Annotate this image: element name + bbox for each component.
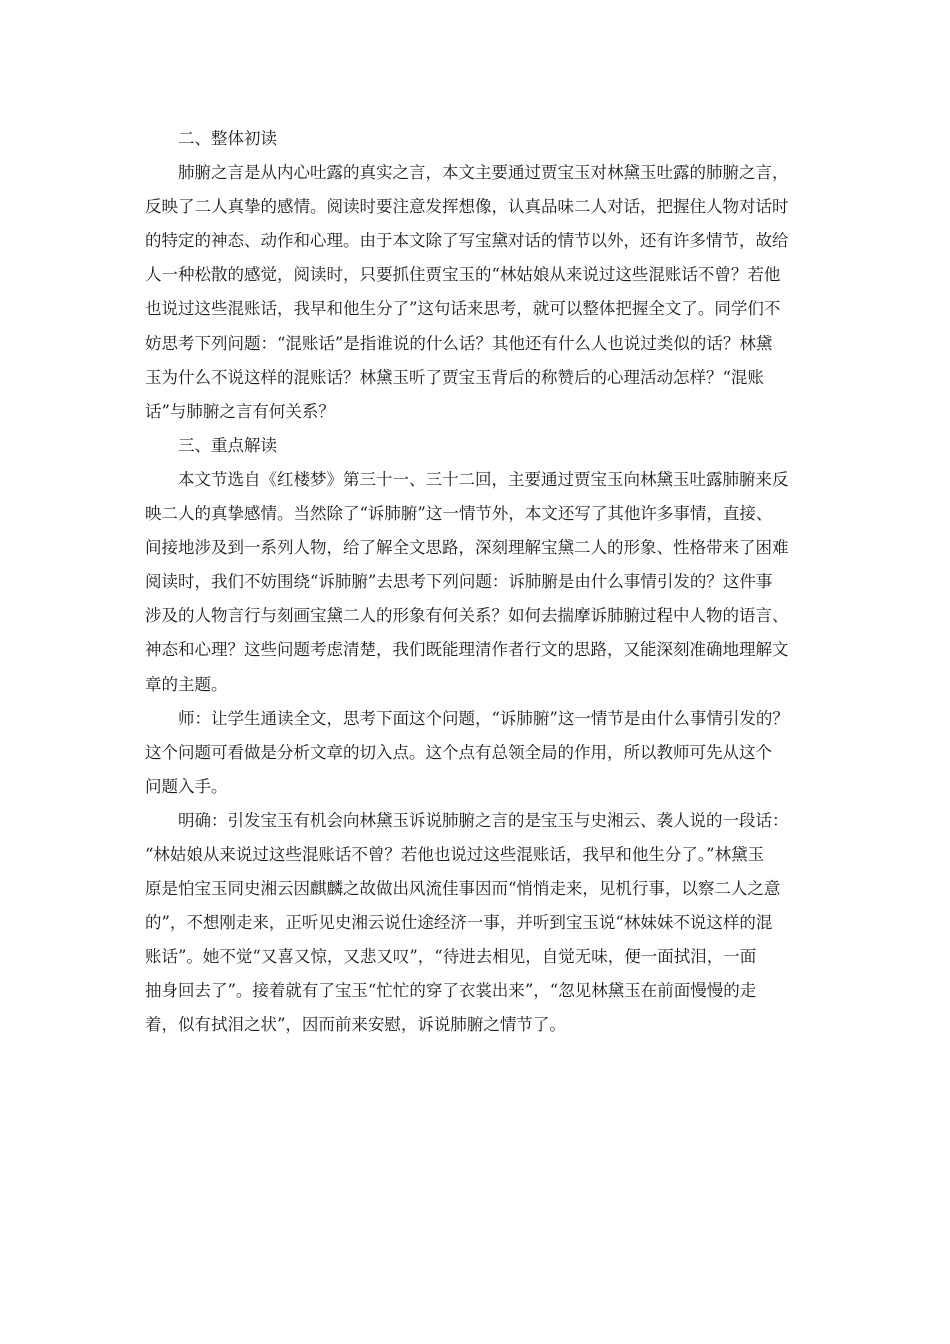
text-line: 着，似有拭泪之状”，因而前来安慰，诉说肺腑之情节了。	[145, 1015, 566, 1035]
text-line: 肺腑之言是从内心吐露的真实之言，本文主要通过贾宝玉对林黛玉吐露的肺腑之言，	[178, 163, 789, 183]
text-line: 本文节选自《红楼梦》第三十一、三十二回，主要通过贾宝玉向林黛玉吐露肺腑来反	[178, 469, 789, 489]
text-line: 间接地涉及到一系列人物，给了解全文思路，深刻理解宝黛二人的形象、性格带来了困难	[145, 538, 789, 558]
text-line: 妨思考下列问题：“混账话”是指谁说的什么话？其他还有什么人也说过类似的话？林黛	[145, 333, 773, 353]
document-body	[145, 122, 815, 1043]
text-line: 三、重点解读	[178, 435, 277, 455]
text-line: 抽身回去了”。接着就有了宝玉“忙忙的穿了衣裳出来”，“忽见林黛玉在前面慢慢的走	[145, 981, 757, 1001]
text-line: 涉及的人物言行与刻画宝黛二人的形象有何关系？如何去揣摩诉肺腑过程中人物的语言、	[145, 606, 789, 626]
text-line: 问题入手。	[145, 776, 228, 796]
text-line: 原是怕宝玉同史湘云因麒麟之故做出风流佳事因而“悄悄走来，见机行事，以察二人之意	[145, 879, 781, 899]
text-line: 话”与肺腑之言有何关系？	[145, 401, 335, 421]
text-line: 二、整体初读	[178, 129, 277, 148]
text-line: 阅读时，我们不妨围绕“诉肺腑”去思考下列问题：诉肺腑是由什么事情引发的？这件事	[145, 572, 773, 592]
text-line: 的”，不想刚走来，正听见史湘云说仕途经济一事，并听到宝玉说“林妹妹不说这样的混	[145, 913, 773, 933]
text-line: 的特定的神态、动作和心理。由于本文除了写宝黛对话的情节以外，还有许多情节，故给	[145, 231, 789, 251]
text-line: 人一种松散的感觉，阅读时，只要抓住贾宝玉的“林姑娘从来说过这些混账话不曾？若他	[145, 265, 781, 285]
text-line: 映二人的真挚感情。当然除了“诉肺腑”这一情节外，本文还写了其他许多事情，直接、	[145, 504, 773, 524]
text-line: “林姑娘从来说过这些混账话不曾？若他也说过这些混账话，我早和他生分了。”林黛玉	[145, 844, 765, 864]
text-line: 师：让学生通读全文，思考下面这个问题，“诉肺腑”这一情节是由什么事情引发的？	[178, 708, 789, 728]
text-line: 账话”。她不觉“又喜又惊，又悲又叹”，“待进去相见，自觉无味，便一面拭泪，一面	[145, 947, 757, 967]
text-line: 这个问题可看做是分析文章的切入点。这个点有总领全局的作用，所以教师可先从这个	[145, 742, 772, 762]
text-line: 玉为什么不说这样的混账话？林黛玉听了贾宝玉背后的称赞后的心理活动怎样？“混账	[145, 367, 764, 387]
text-line: 也说过这些混账话，我早和他生分了”这句话来思考，就可以整体把握全文了。同学们不	[145, 299, 781, 319]
text-line: 章的主题。	[145, 674, 228, 694]
text-line: 明确：引发宝玉有机会向林黛玉诉说肺腑之言的是宝玉与史湘云、袭人说的一段话：	[178, 810, 789, 830]
text-line: 神态和心理？这些问题考虑清楚，我们既能理清作者行文的思路，又能深刻准确地理解文	[145, 640, 789, 660]
text-line: 反映了二人真挚的感情。阅读时要注意发挥想像，认真品味二人对话，把握住人物对话时	[145, 197, 789, 217]
